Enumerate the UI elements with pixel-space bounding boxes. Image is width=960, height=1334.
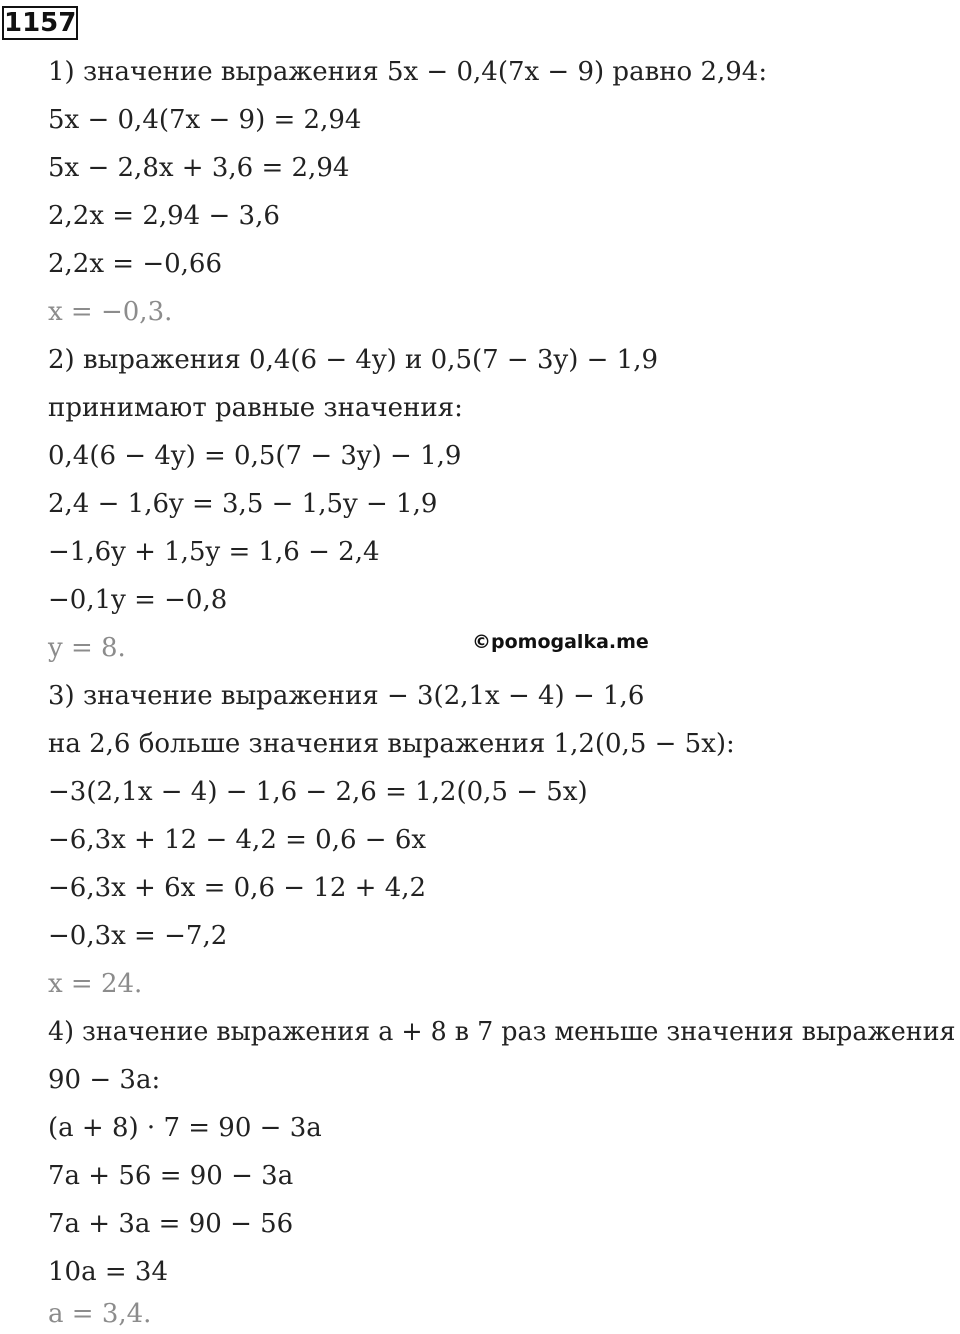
watermark: ©pomogalka.me: [472, 631, 649, 653]
equation-line: 2,4 − 1,6y = 3,5 − 1,5y − 1,9: [48, 489, 438, 519]
equation-line: −1,6y + 1,5y = 1,6 − 2,4: [48, 537, 380, 567]
equation-line: 2,2x = −0,66: [48, 249, 223, 279]
equation-line: 2,2x = 2,94 − 3,6: [48, 201, 280, 231]
part-3-condition-cont: на 2,6 больше значения выражения 1,2(0,5 − 5x):: [48, 729, 735, 759]
equation-line: (a + 8) · 7 = 90 − 3a: [48, 1113, 322, 1143]
part-2-condition: 2) выражения 0,4(6 − 4y) и 0,5(7 − 3y) − 1,9: [48, 345, 659, 375]
part-4-answer: a = 3,4.: [48, 1299, 152, 1329]
part-3-answer: x = 24.: [48, 969, 143, 999]
equation-line: 10a = 34: [48, 1257, 168, 1287]
equation-line: −3(2,1x − 4) − 1,6 − 2,6 = 1,2(0,5 − 5x): [48, 777, 588, 807]
equation-line: −6,3x + 12 − 4,2 = 0,6 − 6x: [48, 825, 427, 855]
task-number: 1157: [4, 8, 77, 38]
part-3-condition: 3) значение выражения − 3(2,1x − 4) − 1,6: [48, 681, 645, 711]
part-1-answer: x = −0,3.: [48, 297, 173, 327]
equation-line: 7a + 56 = 90 − 3a: [48, 1161, 294, 1191]
part-4-condition: 4) значение выражения a + 8 в 7 раз меньше значения выражения: [48, 1017, 956, 1047]
part-2-answer: y = 8.: [48, 633, 126, 663]
part-2-condition-cont: принимают равные значения:: [48, 393, 463, 423]
equation-line: 5x − 0,4(7x − 9) = 2,94: [48, 105, 362, 135]
equation-line: 7a + 3a = 90 − 56: [48, 1209, 294, 1239]
part-1-condition: 1) значение выражения 5x − 0,4(7x − 9) равно 2,94:: [48, 57, 768, 87]
part-4-condition-cont: 90 − 3a:: [48, 1065, 161, 1095]
equation-line: −6,3x + 6x = 0,6 − 12 + 4,2: [48, 873, 427, 903]
equation-line: 5x − 2,8x + 3,6 = 2,94: [48, 153, 350, 183]
equation-line: 0,4(6 − 4y) = 0,5(7 − 3y) − 1,9: [48, 441, 462, 471]
equation-line: −0,3x = −7,2: [48, 921, 228, 951]
equation-line: −0,1y = −0,8: [48, 585, 228, 615]
